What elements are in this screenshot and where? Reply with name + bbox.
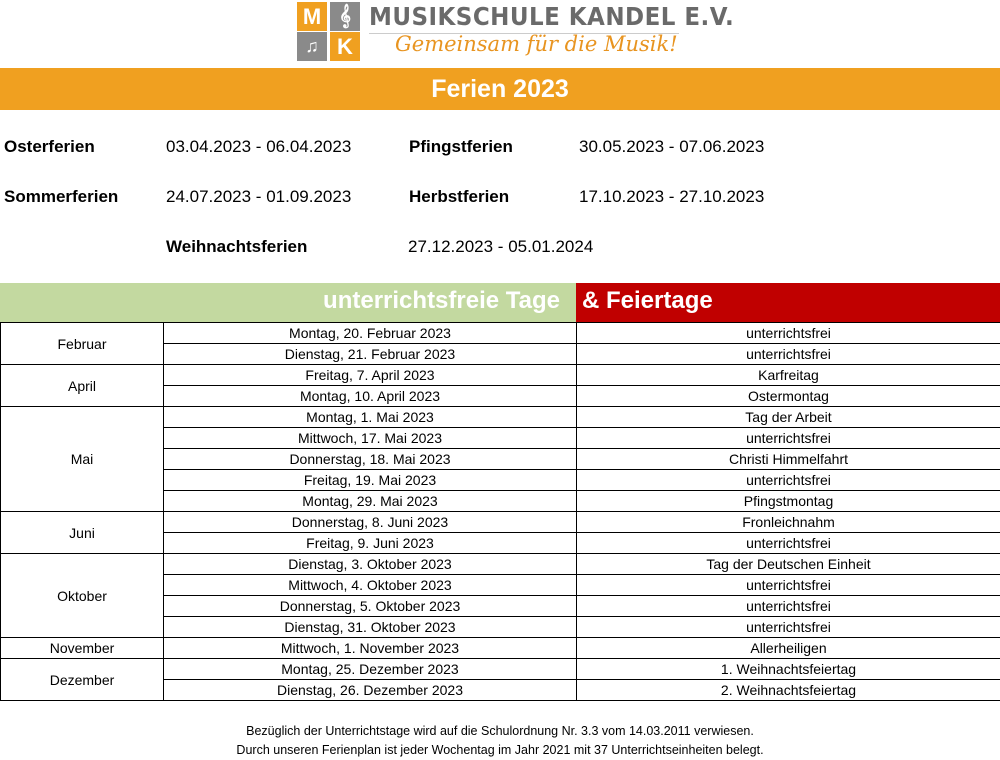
date-cell: Donnerstag, 8. Juni 2023	[164, 512, 577, 533]
date-cell: Montag, 1. Mai 2023	[164, 407, 577, 428]
title-banner	[0, 68, 1000, 110]
pfingstferien-label: Pfingstferien	[409, 137, 513, 157]
date-cell: Montag, 10. April 2023	[164, 386, 577, 407]
date-cell: Dienstag, 21. Februar 2023	[164, 344, 577, 365]
month-cell: April	[1, 365, 164, 407]
table-row	[1, 554, 1000, 575]
holiday-type-cell: 1. Weihnachtsfeiertag	[577, 659, 1000, 680]
school-logo	[297, 0, 677, 62]
holiday-type-cell: Ostermontag	[577, 386, 1000, 407]
weihnachtsferien-label: Weihnachtsferien	[166, 237, 307, 257]
holiday-type-cell: Allerheiligen	[577, 638, 1000, 659]
treble-clef-icon: 𝄞	[330, 2, 360, 31]
herbstferien-dates: 17.10.2023 - 27.10.2023	[579, 187, 764, 207]
logo-letter-m: M	[297, 2, 327, 31]
date-cell: Dienstag, 26. Dezember 2023	[164, 680, 577, 701]
date-cell: Dienstag, 3. Oktober 2023	[164, 554, 577, 575]
osterferien-label: Osterferien	[4, 137, 95, 157]
pfingstferien-dates: 30.05.2023 - 07.06.2023	[579, 137, 764, 157]
date-cell: Montag, 20. Februar 2023	[164, 323, 577, 344]
table-header-right	[576, 283, 1000, 322]
holiday-type-cell: unterrichtsfrei	[577, 533, 1000, 554]
table-header-left	[0, 283, 576, 322]
month-cell: Mai	[1, 407, 164, 512]
footer-line-1: Bezüglich der Unterrichtstage wird auf die Schulordnung Nr. 3.3 vom 14.03.2011 verwiesen.	[0, 722, 1000, 741]
footer-note	[0, 722, 1000, 760]
holiday-table	[0, 322, 1000, 701]
page-title: Ferien 2023	[431, 75, 569, 104]
holiday-table-body	[1, 323, 1000, 701]
month-cell: November	[1, 638, 164, 659]
month-cell: Dezember	[1, 659, 164, 701]
holiday-type-cell: Fronleichnahm	[577, 512, 1000, 533]
table-row	[1, 323, 1000, 344]
date-cell: Montag, 25. Dezember 2023	[164, 659, 577, 680]
holiday-type-cell: unterrichtsfrei	[577, 596, 1000, 617]
date-cell: Donnerstag, 5. Oktober 2023	[164, 596, 577, 617]
holiday-type-cell: unterrichtsfrei	[577, 575, 1000, 596]
table-row	[1, 407, 1000, 428]
logo-letter-k: K	[330, 32, 360, 61]
table-row	[1, 365, 1000, 386]
date-cell: Freitag, 7. April 2023	[164, 365, 577, 386]
weihnachtsferien-dates: 27.12.2023 - 05.01.2024	[408, 237, 593, 257]
school-name: MUSIKSCHULE KANDEL E.V.	[369, 2, 734, 31]
date-cell: Mittwoch, 1. November 2023	[164, 638, 577, 659]
date-cell: Montag, 29. Mai 2023	[164, 491, 577, 512]
holiday-type-cell: unterrichtsfrei	[577, 323, 1000, 344]
table-row	[1, 659, 1000, 680]
holiday-type-cell: unterrichtsfrei	[577, 428, 1000, 449]
table-row	[1, 512, 1000, 533]
holiday-type-cell: Christi Himmelfahrt	[577, 449, 1000, 470]
holiday-type-cell: unterrichtsfrei	[577, 470, 1000, 491]
month-cell: Juni	[1, 512, 164, 554]
date-cell: Mittwoch, 4. Oktober 2023	[164, 575, 577, 596]
holiday-type-cell: unterrichtsfrei	[577, 617, 1000, 638]
holiday-type-cell: Tag der Arbeit	[577, 407, 1000, 428]
date-cell: Freitag, 19. Mai 2023	[164, 470, 577, 491]
holiday-type-cell: Tag der Deutschen Einheit	[577, 554, 1000, 575]
holiday-type-cell: Karfreitag	[577, 365, 1000, 386]
holiday-type-cell: Pfingstmontag	[577, 491, 1000, 512]
date-cell: Mittwoch, 17. Mai 2023	[164, 428, 577, 449]
school-slogan: Gemeinsam für die Musik!	[395, 32, 678, 56]
footer-line-2: Durch unseren Ferienplan ist jeder Wochentag im Jahr 2021 mit 37 Unterrichtseinheiten belegt.	[0, 741, 1000, 760]
sommerferien-dates: 24.07.2023 - 01.09.2023	[166, 187, 351, 207]
date-cell: Freitag, 9. Juni 2023	[164, 533, 577, 554]
holiday-type-cell: unterrichtsfrei	[577, 344, 1000, 365]
table-row	[1, 638, 1000, 659]
osterferien-dates: 03.04.2023 - 06.04.2023	[166, 137, 351, 157]
logo-mark	[297, 0, 361, 62]
music-notes-icon: ♫	[297, 32, 327, 61]
sommerferien-label: Sommerferien	[4, 187, 118, 207]
month-cell: Oktober	[1, 554, 164, 638]
month-cell: Februar	[1, 323, 164, 365]
holiday-type-cell: 2. Weihnachtsfeiertag	[577, 680, 1000, 701]
unterrichtsfreie-tage-heading: unterrichtsfreie Tage	[323, 287, 560, 315]
date-cell: Dienstag, 31. Oktober 2023	[164, 617, 577, 638]
date-cell: Donnerstag, 18. Mai 2023	[164, 449, 577, 470]
feiertage-heading: & Feiertage	[582, 287, 713, 315]
herbstferien-label: Herbstferien	[409, 187, 509, 207]
